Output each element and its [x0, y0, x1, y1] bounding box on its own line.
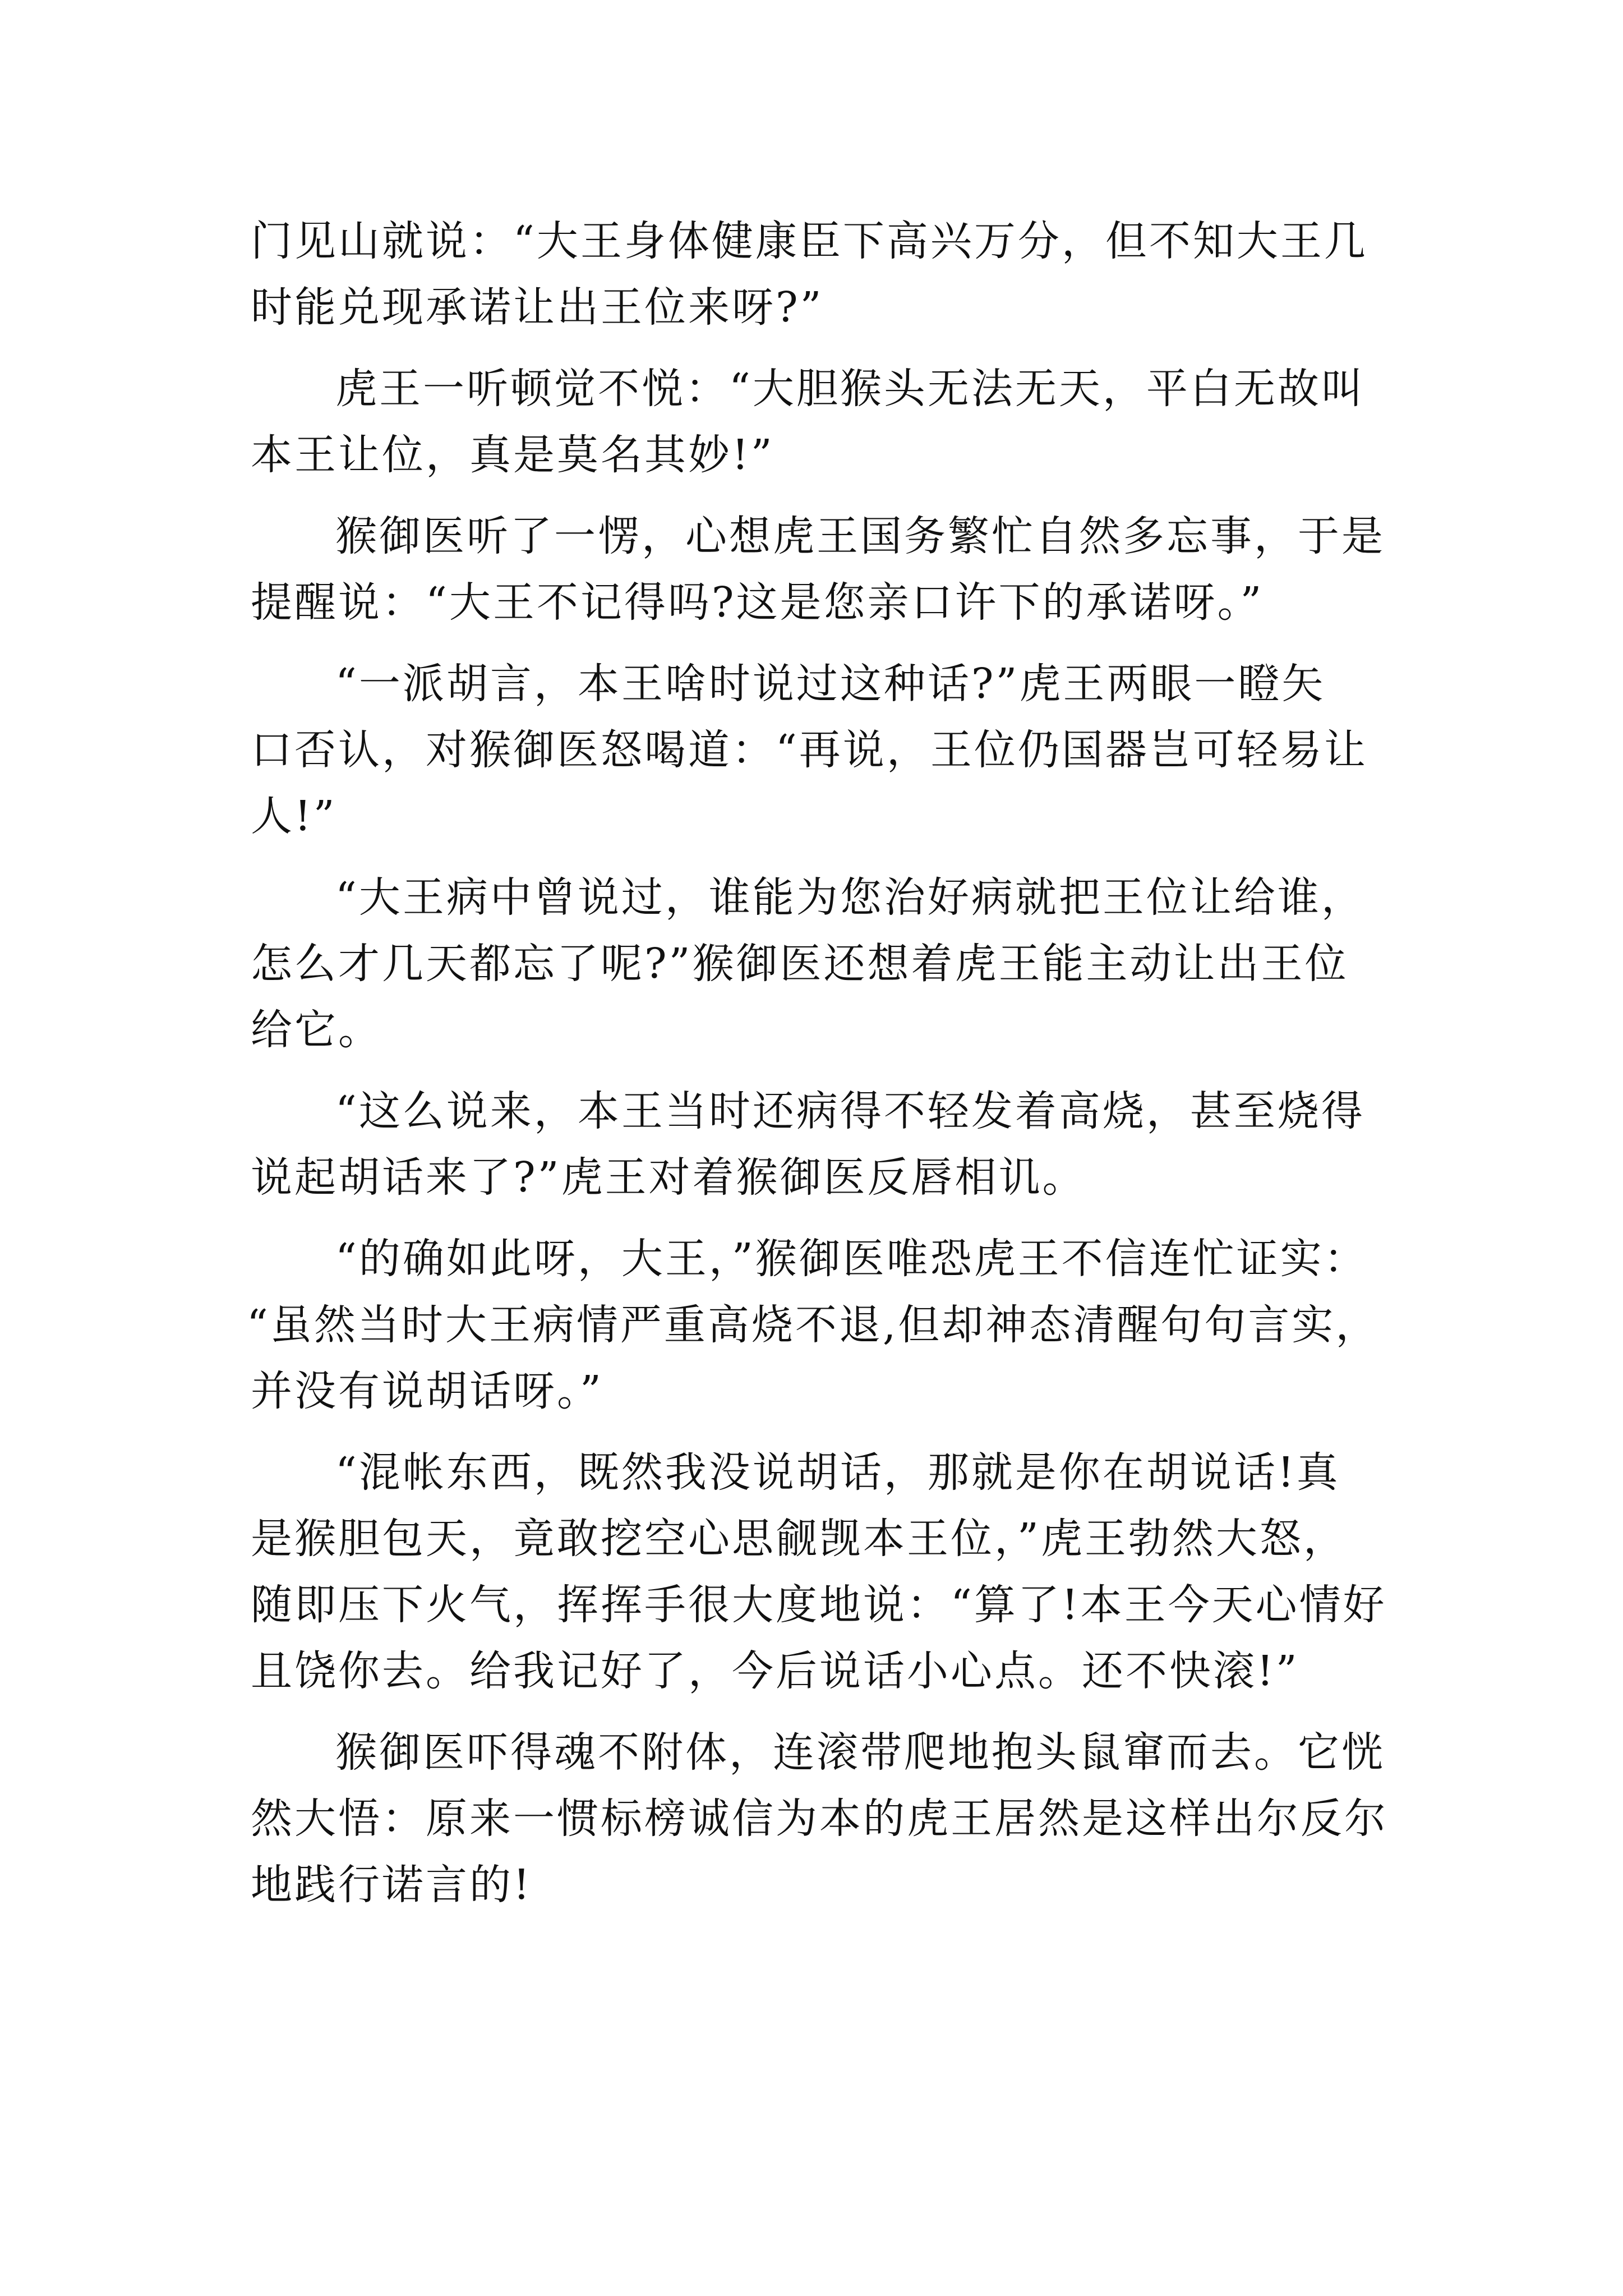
text-line: 门见山就说：“大王身体健康臣下高兴万分，但不知大王几	[251, 217, 1368, 265]
text-line: 并没有说胡话呀。”	[251, 1367, 603, 1415]
text-line: 给它。	[251, 1006, 382, 1054]
text-line: “混帐东西，既然我没说胡话，那就是你在胡说话!真	[335, 1448, 1340, 1497]
text-line: “这么说来，本王当时还病得不轻发着高烧，甚至烧得	[335, 1087, 1365, 1135]
text-line: 随即压下火气，挥挥手很大度地说：“算了!本王今天心情好	[251, 1581, 1387, 1629]
text-line: 且饶你去。给我记好了，今后说话小心点。还不快滚!”	[251, 1647, 1299, 1695]
text-line: 地践行诺言的!	[251, 1861, 532, 1909]
text-line: 时能兑现承诺让出王位来呀?”	[251, 283, 824, 332]
text-line: “虽然当时大王病情严重高烧不退,但却神态清醒句句言实，	[247, 1301, 1380, 1349]
text-line: 猴御医吓得魂不附体，连滚带爬地抱头鼠窜而去。它恍	[335, 1728, 1385, 1777]
text-line: 虎王一听顿觉不悦：“大胆猴头无法无天，平白无故叫	[335, 365, 1365, 413]
text-line: 然大悟：原来一惯标榜诚信为本的虎王居然是这样出尔反尔	[251, 1795, 1388, 1843]
text-line: 是猴胆包天，竟敢挖空心思觎觊本王位，”虎王勃然大怒，	[251, 1515, 1347, 1563]
text-line: 怎么才几天都忘了呢?”猴御医还想着虎王能主动让出王位	[251, 940, 1349, 988]
text-line: 猴御医听了一愣，心想虎王国务繁忙自然多忘事，于是	[335, 512, 1385, 560]
text-line: 人!”	[251, 792, 337, 840]
text-line: 提醒说：“大王不记得吗?这是您亲口许下的承诺呀。”	[251, 578, 1264, 627]
text-line: 口否认，对猴御医怒喝道：“再说，王位仍国器岂可轻易让	[251, 726, 1368, 774]
text-line: 说起胡话来了?”虎王对着猴御医反唇相讥。	[251, 1153, 1086, 1202]
text-line: “的确如此呀，大王，”猴御医唯恐虎王不信连忙证实：	[335, 1235, 1368, 1283]
text-line: “大王病中曾说过，谁能为您治好病就把王位让给谁，	[335, 873, 1365, 922]
text-line: 本王让位，真是莫名其妙!”	[251, 431, 774, 479]
text-line: “一派胡言，本王啥时说过这种话?”虎王两眼一瞪矢	[335, 660, 1326, 708]
